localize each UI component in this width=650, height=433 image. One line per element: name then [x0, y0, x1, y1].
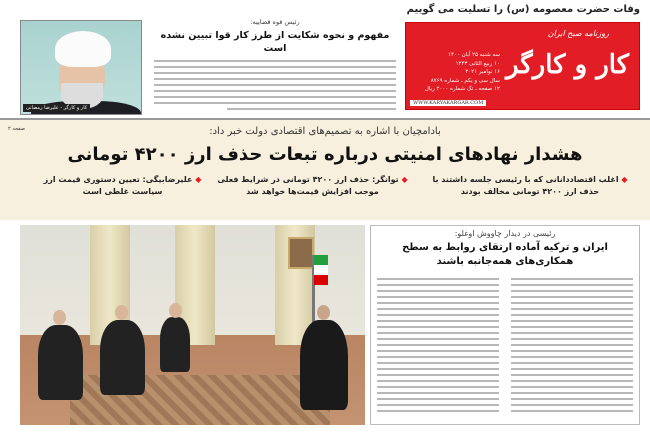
lead-headline[interactable]: هشدار نهادهای امنیتی درباره تبعات حذف ارز ۴۲۰۰ تومانی	[67, 144, 583, 165]
issue-info	[410, 51, 500, 94]
bottom-article-headline[interactable]: ایران و ترکیه آماده ارتقای روابط به سطح همکاری‌های همه‌جانبه باشند	[402, 242, 608, 267]
masthead-tagline: روزنامه صبح ایران	[547, 29, 609, 38]
photo-credit: کار و کارگر - علیرضا رمضانی	[23, 104, 90, 112]
newspaper-logo: کار و کارگر	[505, 50, 630, 80]
chief-justice-photo	[20, 20, 142, 115]
lead-kicker: بادامچیان با اشاره به تصمیم‌های اقتصادی دولت خبر داد:	[209, 126, 441, 137]
article-column-2	[377, 278, 499, 416]
page-ref[interactable]: صفحه ۲	[8, 126, 25, 132]
bottom-article	[370, 225, 640, 425]
lead-sub-3: ◆ علیرضابیگی: تعیین دستوری قیمت ارز سیاست غلطی است	[43, 175, 202, 196]
bottom-article-kicker: رئیسی در دیدار چاووش اوغلو:	[454, 229, 556, 238]
top-article-body	[154, 60, 396, 114]
lead-sub-1: ◆ اغلب اقتصاددانانی که با رئیسی جلسه داشتند با حذف ارز ۴۲۰۰ تومانی مخالف بودند	[432, 175, 628, 196]
issue-number: سال سی و یکم ـ شماره ۸۷۶۹	[430, 77, 500, 84]
website-url[interactable]: WWW.KARYAKARGAR.COM	[410, 100, 486, 106]
issue-hijri-date: ۱۰ ربیع الثانی ۱۴۴۳	[455, 60, 500, 67]
top-banner: وفات حضرت معصومه (س) را تسلیت می گوییم	[406, 4, 640, 15]
issue-gregorian-date: ۱۶ نوامبر ۲۰۲۱	[465, 69, 500, 75]
top-article-kicker: رئیس قوه قضاییه:	[250, 18, 300, 26]
masthead	[405, 22, 640, 110]
lead-sub-2: ◆ توانگر: حذف ارز ۴۲۰۰ تومانی در شرایط فعلی موجب افزایش قیمت‌ها خواهد شد	[217, 175, 408, 196]
article-column-1	[511, 278, 633, 416]
meeting-photo	[20, 225, 365, 425]
issue-date: سه شنبه ۲۵ آبان ۱۴۰۰	[448, 52, 500, 58]
top-article	[150, 18, 400, 116]
issue-price: ۱۲ صفحه ـ تک شماره ۲۰۰۰ ریال	[424, 86, 500, 92]
lead-story	[0, 118, 650, 220]
top-article-headline[interactable]: مفهوم و نحوه شکایت از طرز کار قوا تبیین نشده است	[160, 30, 390, 54]
